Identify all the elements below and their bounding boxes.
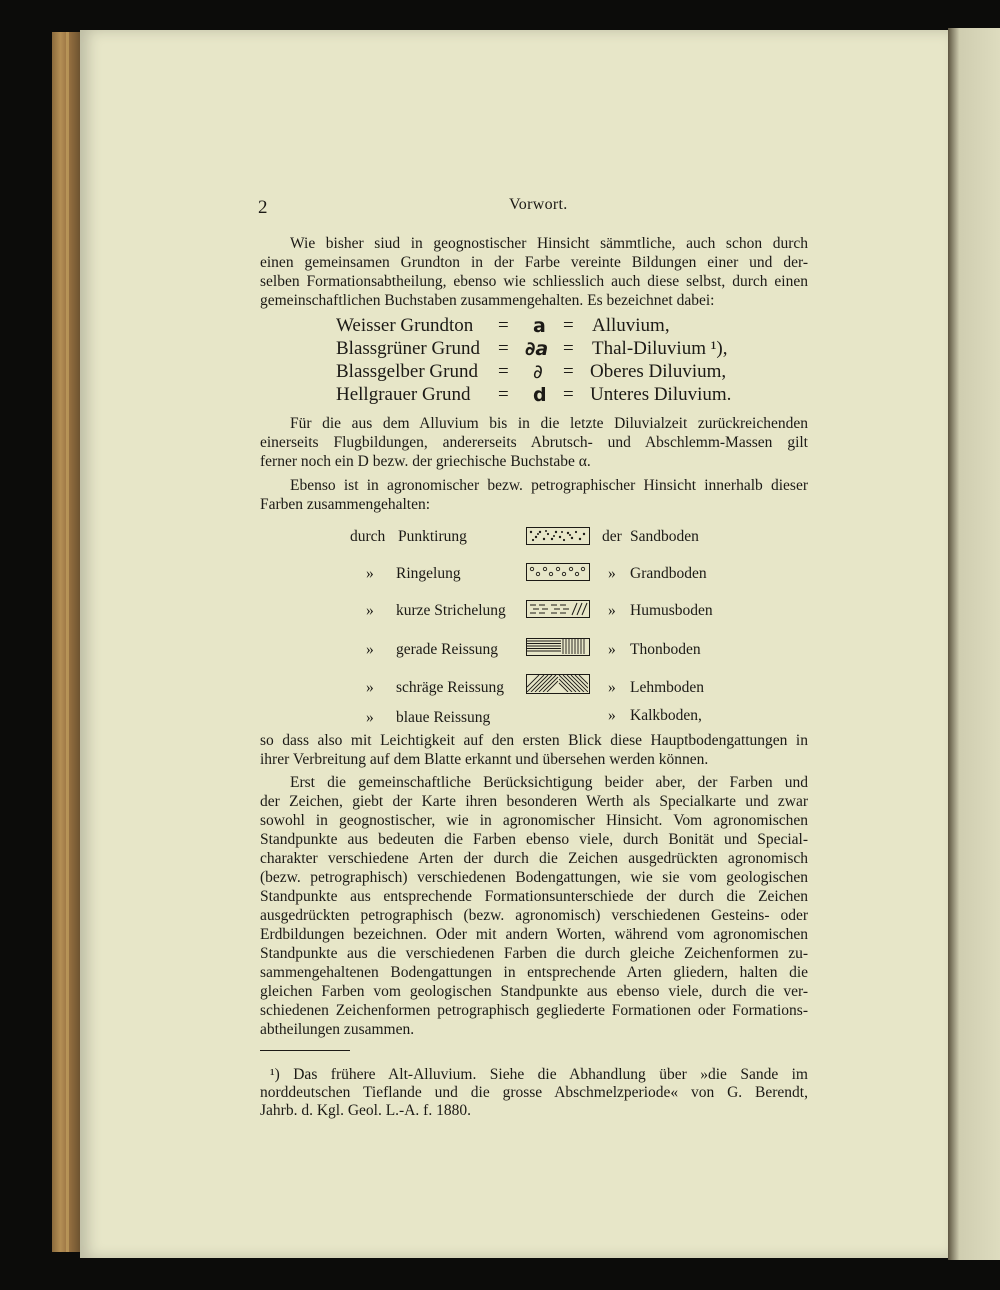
pattern-prefix-2: » [366,565,374,582]
running-header: Vorwort. [509,196,568,213]
para1-line-4: gemeinschaftlichen Buchstaben zusammengehalten. Es bezeichnet dabei: [260,292,715,309]
pattern-prefix-5: » [366,679,374,696]
para5-line-8: ausgedrückten petrographisch (bezw. agronomisch) verschiedenen Gesteins- oder [260,907,808,924]
para4-line-2: ihrer Verbreitung auf dem Blatte erkannt und übersehen werden können. [260,751,709,768]
pattern-suffix-2: » [608,565,616,582]
pattern-soil-6: Kalkboden, [630,707,702,724]
pattern-soil-4: Thonboden [630,641,701,658]
grund-symbol-2: ∂a [525,338,549,360]
grund-name-3: Blassgelber Grund [336,361,478,382]
page-number: 2 [258,197,268,218]
grund-eq2-2: = [563,338,574,359]
grund-eq1-4: = [498,384,509,405]
para4-line-1: so dass also mit Leichtigkeit auf den ersten Blick diese Hauptbodengattungen in [260,732,808,749]
para5-line-7: Standpunkte aus entsprechende Formationsunterschiede der durch die Zeichen [260,888,808,905]
para3-line-1: Ebenso ist in agronomischer bezw. petrographischer Hinsicht innerhalb dieser [290,477,808,494]
para2-line-3: ferner noch ein D bezw. der griechische Buchstabe α. [260,453,591,470]
para3-line-2: Farben zusammengehalten: [260,496,431,513]
grund-name-1: Weisser Grundton [336,315,474,336]
para5-line-3: sowohl in geognostischer, wie in agronomischer Hinsicht. Vom agronomischen [260,812,808,829]
footnote-rule [260,1050,350,1051]
pattern-method-3: kurze Strichelung [396,602,506,619]
pattern-suffix-1: der [602,528,622,545]
grund-meaning-1: Alluvium, [592,315,670,336]
spine-highlight [66,32,69,1252]
pattern-suffix-6: » [608,707,616,724]
para5-line-2: der Zeichen, giebt der Karte ihren besonderen Werth als Specialkarte und zwar [260,793,808,810]
para1-line-1: Wie bisher siud in geognostischer Hinsicht sämmtliche, auch schon durch [290,235,808,252]
para5-line-4: Standpunkte aus bedeuten die Farben ebenso viele, durch Bonität und Special- [260,831,808,848]
grund-name-2: Blassgrüner Grund [336,338,481,359]
footnote-line-1: ¹) Das frühere Alt-Alluvium. Siehe die Abhandlung über »die Sande im [270,1066,808,1083]
pattern-swatch-dots [526,527,590,545]
pattern-suffix-4: » [608,641,616,658]
pattern-method-6: blaue Reissung [396,709,491,726]
para5-line-1: Erst die gemeinschaftliche Berücksichtigung beider aber, der Farben und [290,774,808,791]
para5-line-10: Standpunkte aus die verschiedenen Farben die durch gleiche Zeichenformen zu- [260,945,808,962]
para1-line-3: selben Formationsabtheilung, ebenso wie schliesslich auch diese selbst, durch einen [260,273,808,290]
pattern-method-1: Punktirung [398,528,467,545]
pattern-prefix-1: durch [350,528,386,545]
grund-eq2-4: = [563,384,574,405]
grund-eq1-2: = [498,338,509,359]
grund-meaning-2: Thal-Diluvium ¹), [592,338,728,359]
pattern-swatch-straight [526,638,590,656]
para5-line-11: sammengehaltenen Bodengattungen in entsprechende Arten gliedern, halten die [260,964,808,981]
pattern-method-2: Ringelung [396,565,461,582]
pattern-swatch-dashes [526,600,590,618]
facing-page-edge [948,28,1000,1260]
grund-meaning-3: Oberes Diluvium, [590,361,727,382]
pattern-suffix-3: » [608,602,616,619]
pattern-soil-5: Lehmboden [630,679,705,696]
grund-eq2-3: = [563,361,574,382]
grund-symbol-3: ∂ [533,361,543,383]
para1-line-2: einen gemeinsamen Grundton in der Farbe vereinte Bildungen einer und der- [260,254,808,271]
grund-symbol-4: d [533,384,547,406]
grund-eq1-3: = [498,361,509,382]
pattern-method-4: gerade Reissung [396,641,499,658]
pattern-prefix-6: » [366,709,374,726]
para2-line-1: Für die aus dem Alluvium bis in die letzte Diluvialzeit zurückreichenden [290,415,808,432]
para5-line-9: Erdbildungen bezeichnen. Oder mit andern Worten, während vom agronomischen [260,926,808,943]
pattern-swatch-rings [526,563,590,581]
footnote-line-3: Jahrb. d. Kgl. Geol. L.-A. f. 1880. [260,1102,471,1119]
grund-eq1-1: = [498,315,509,336]
pattern-soil-2: Grandboden [630,565,707,582]
grund-symbol-1: a [533,315,546,337]
para5-line-6: (bezw. petrographisch) verschiedenen Bodengattungen, wie sie vom geologischen [260,869,808,886]
pattern-soil-1: Sandboden [630,528,699,545]
pattern-swatch-oblique [526,674,590,694]
para5-line-13: schiedenen Zeichenformen petrographisch gegliederte Formationen oder Formations- [260,1002,808,1019]
para5-line-5: charakter verschiedene Arten der durch die Zeichen ausgedrückten agronomisch [260,850,808,867]
grund-eq2-1: = [563,315,574,336]
pattern-soil-3: Humusboden [630,602,713,619]
pattern-prefix-3: » [366,602,374,619]
pattern-prefix-4: » [366,641,374,658]
pattern-suffix-5: » [608,679,616,696]
footnote-line-2: norddeutschen Tieflande und die grosse Abschmelzperiode« von G. Berendt, [260,1084,808,1101]
pattern-method-5: schräge Reissung [396,679,505,696]
para5-line-14: abtheilungen zusammen. [260,1021,415,1038]
grund-meaning-4: Unteres Diluvium. [590,384,732,405]
para5-line-12: gleichen Farben vom geologischen Standpunkte aus ebenso viele, durch die ver- [260,983,808,1000]
grund-name-4: Hellgrauer Grund [336,384,471,405]
para2-line-2: einerseits Flugbildungen, andererseits Abrutsch- und Abschlemm-Massen gilt [260,434,808,451]
